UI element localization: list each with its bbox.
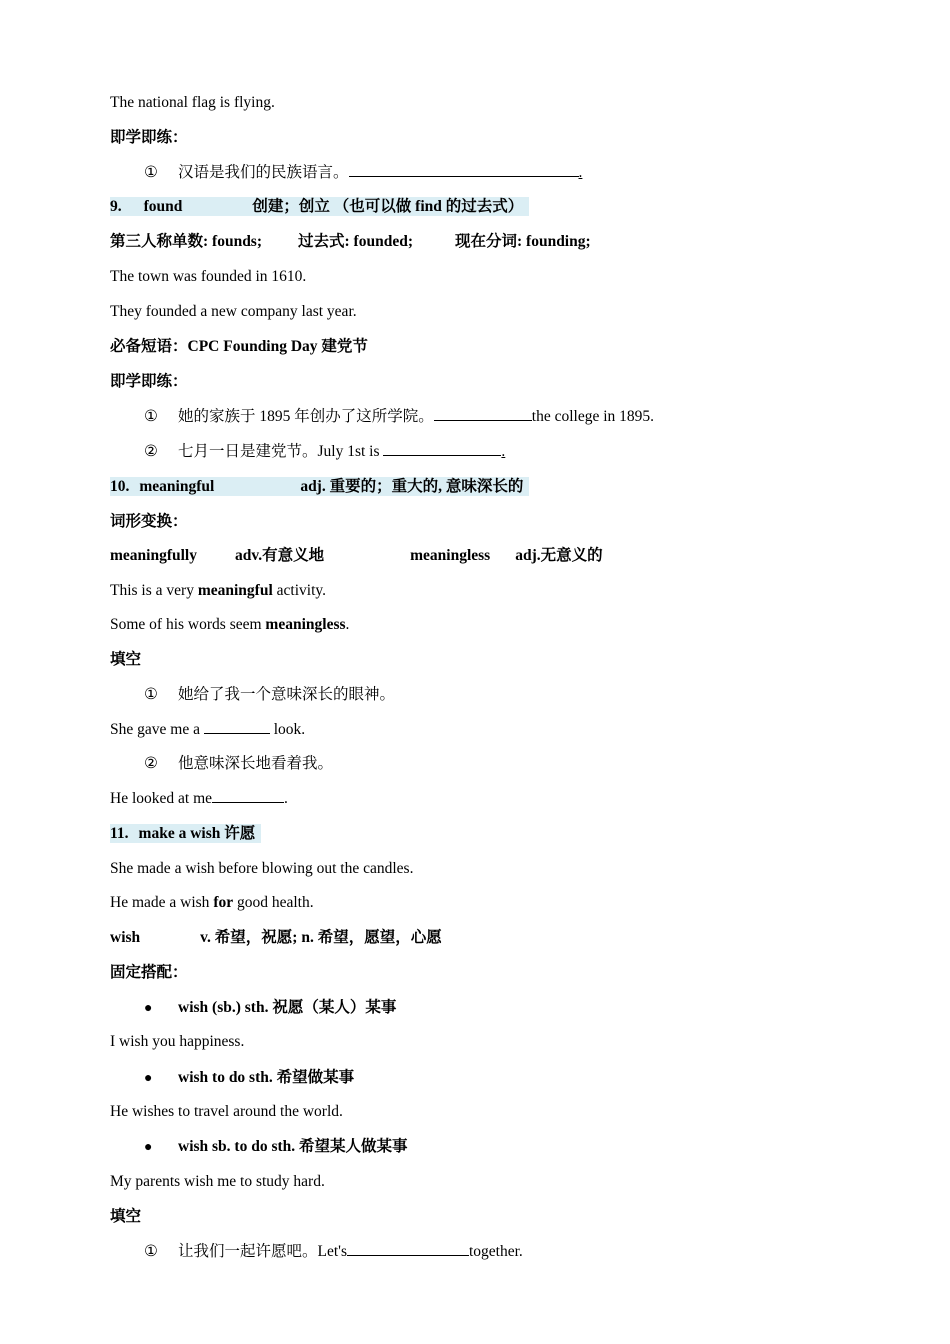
number-marker: ② xyxy=(144,755,158,772)
vocab-heading-11 xyxy=(110,824,261,844)
exercise-item xyxy=(144,406,654,427)
word-forms xyxy=(110,232,591,252)
vocab-heading-10 xyxy=(110,477,529,497)
answer-blank[interactable] xyxy=(383,441,501,456)
example-sentence: My parents wish me to study hard. xyxy=(110,1173,325,1190)
exercise-item xyxy=(144,685,395,705)
example-sentence xyxy=(110,581,326,601)
number-marker: ① xyxy=(144,164,158,181)
example-sentence: I wish you happiness. xyxy=(110,1033,245,1050)
vocab-heading-9 xyxy=(110,197,529,217)
derived-meaning: adj.无意义的 xyxy=(515,547,603,564)
example-sentence xyxy=(110,615,349,635)
collocation-text: wish (sb.) sth. 祝愿（某人）某事 xyxy=(178,999,397,1016)
example-sentence: The national flag is flying. xyxy=(110,94,275,111)
answer-blank[interactable] xyxy=(434,406,532,421)
sentence-keyword: for xyxy=(213,894,234,911)
bullet-icon: ● xyxy=(144,1071,153,1086)
exercise-text: 让我们一起许愿吧。Let's xyxy=(178,1243,347,1260)
derived-meaning: adv.有意义地 xyxy=(234,547,325,564)
form-past: 过去式: founded; xyxy=(298,233,413,250)
sentence-keyword: meaningless xyxy=(265,616,346,633)
exercise-answer-line xyxy=(110,788,288,809)
answer-blank[interactable] xyxy=(212,788,284,803)
vocab-meaning: v. 希望，祝愿; n. 希望，愿望，心愿 xyxy=(200,929,442,946)
form-third-person: 第三人称单数: founds; xyxy=(110,233,263,250)
exercise-text: 他意味深长地看着我。 xyxy=(178,755,334,772)
sentence-part: She gave me a xyxy=(110,721,204,738)
example-sentence: They founded a new company last year. xyxy=(110,303,357,320)
vocab-word: make a wish 许愿 xyxy=(138,825,256,842)
vocab-word: meaningful xyxy=(139,478,215,495)
derived-word: meaningless xyxy=(410,547,491,564)
exercise-answer-line xyxy=(110,719,305,740)
sentence-part: . xyxy=(284,790,288,807)
vocab-meaning: 创建；创立 （也可以做 find 的过去式） xyxy=(252,198,524,215)
answer-blank[interactable] xyxy=(347,1241,469,1256)
example-sentence: He wishes to travel around the world. xyxy=(110,1103,343,1120)
example-sentence xyxy=(110,893,314,913)
number-marker: ① xyxy=(144,686,158,703)
sentence-part: This is a very xyxy=(110,582,198,599)
fill-heading: 填空 xyxy=(110,1208,142,1225)
exercise-tail: . xyxy=(501,443,506,460)
exercise-item xyxy=(144,1241,523,1262)
forms-heading: 词形变换： xyxy=(110,513,188,530)
item-number: 11. xyxy=(110,825,129,842)
exercise-text: 汉语是我们的民族语言。 xyxy=(178,164,349,181)
exercise-tail: . xyxy=(578,164,583,181)
item-number: 10. xyxy=(110,478,130,495)
bullet-icon: ● xyxy=(144,1001,153,1016)
sentence-part: He looked at me xyxy=(110,790,213,807)
collocation-item xyxy=(144,1068,354,1089)
form-present-participle: 现在分词: founding; xyxy=(455,233,591,250)
exercise-item xyxy=(144,162,582,183)
example-sentence: She made a wish before blowing out the candles. xyxy=(110,860,414,877)
practice-heading: 即学即练： xyxy=(110,129,188,146)
collocation-text: wish to do sth. 希望做某事 xyxy=(178,1069,355,1086)
sentence-part: Some of his words seem xyxy=(110,616,266,633)
bullet-icon: ● xyxy=(144,1140,153,1155)
exercise-item xyxy=(144,441,505,462)
practice-heading: 即学即练： xyxy=(110,373,188,390)
item-number: 9. xyxy=(110,198,122,215)
number-marker: ① xyxy=(144,408,158,425)
sentence-part: activity. xyxy=(272,582,326,599)
collocation-item xyxy=(144,1137,408,1158)
exercise-tail: the college in 1895. xyxy=(531,408,655,425)
exercise-item xyxy=(144,754,333,774)
exercise-tail: together. xyxy=(468,1243,523,1260)
vocab-word: found xyxy=(143,198,183,215)
sentence-keyword: meaningful xyxy=(197,582,273,599)
exercise-text: 七月一日是建党节。July 1st is xyxy=(178,443,384,460)
sentence-part: . xyxy=(345,616,350,633)
fixed-collocations-heading: 固定搭配： xyxy=(110,964,188,981)
example-sentence: The town was founded in 1610. xyxy=(110,268,307,285)
definition-line xyxy=(110,928,442,948)
word-forms xyxy=(110,546,603,566)
derived-word: meaningfully xyxy=(110,547,197,564)
exercise-text: 她给了我一个意味深长的眼神。 xyxy=(178,686,396,703)
exercise-text: 她的家族于 1895 年创办了这所学院。 xyxy=(178,408,434,425)
number-marker: ① xyxy=(144,1243,158,1260)
collocation-text: wish sb. to do sth. 希望某人做某事 xyxy=(178,1138,408,1155)
number-marker: ② xyxy=(144,443,158,460)
vocab-word: wish xyxy=(110,929,141,946)
answer-blank[interactable] xyxy=(349,162,579,177)
collocation-item xyxy=(144,998,396,1019)
sentence-part: He made a wish xyxy=(110,894,214,911)
fill-heading: 填空 xyxy=(110,651,142,668)
answer-blank[interactable] xyxy=(204,719,270,734)
phrase-line: 必备短语：CPC Founding Day 建党节 xyxy=(110,338,368,355)
sentence-part: look. xyxy=(269,721,306,738)
sentence-part: good health. xyxy=(233,894,314,911)
vocab-meaning: adj. 重要的；重大的, 意味深长的 xyxy=(300,478,524,495)
